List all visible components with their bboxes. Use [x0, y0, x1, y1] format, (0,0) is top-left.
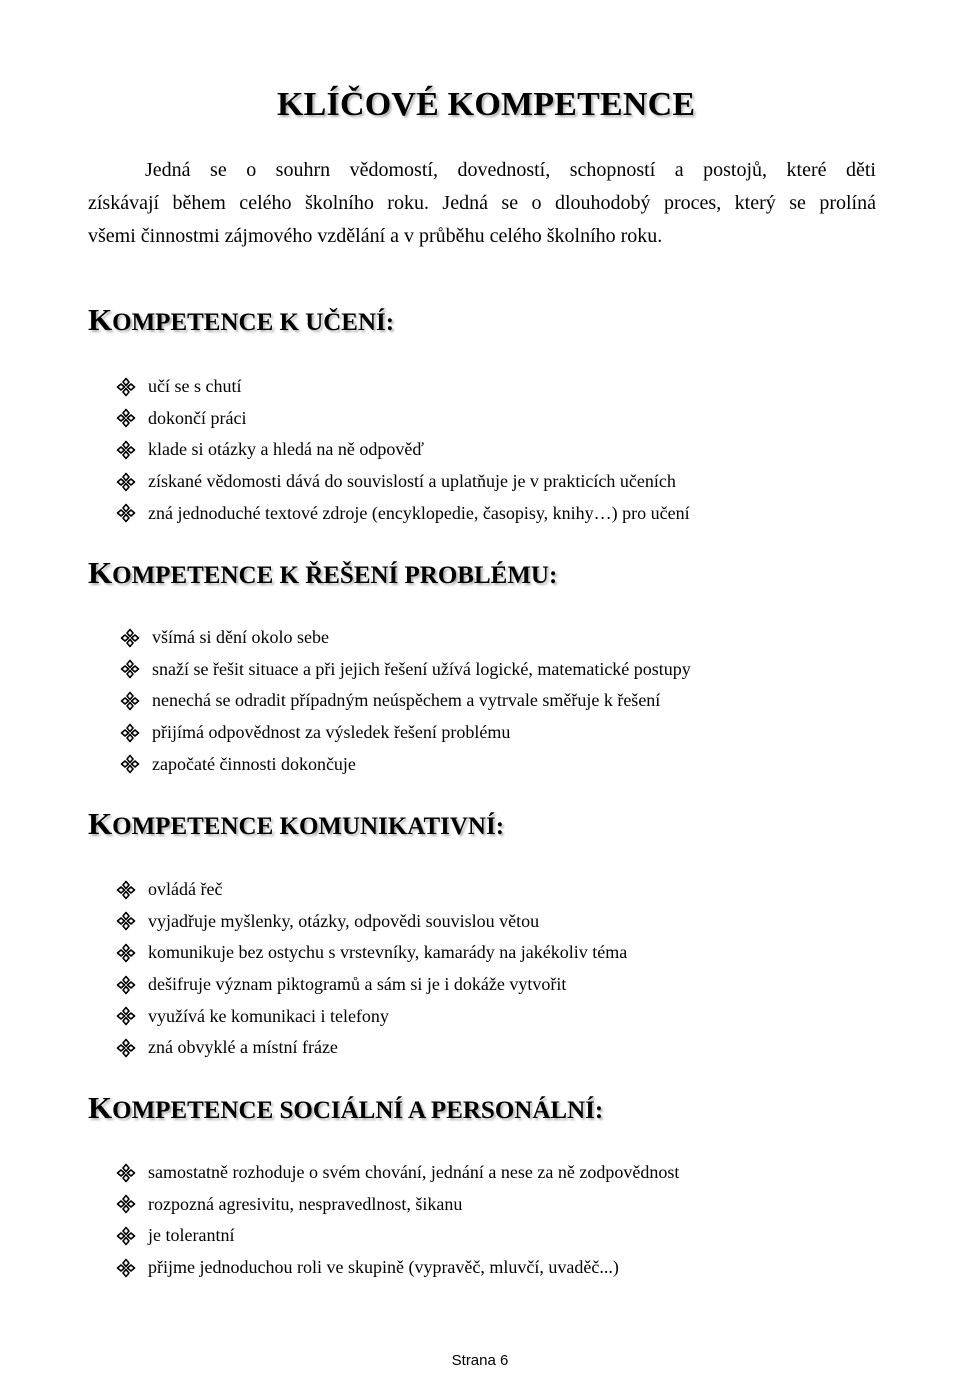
page-number: Strana 6 [451, 1352, 509, 1369]
section-heading: KOMPETENCE KOMUNIKATIVNÍ: [88, 806, 505, 841]
list-item: ovládá řeč [116, 874, 627, 906]
bullet-list [116, 371, 690, 529]
section-heading: KOMPETENCE SOCIÁLNÍ A PERSONÁLNÍ: [88, 1090, 604, 1125]
diamond-bullet-icon [116, 911, 136, 931]
list-item: klade si otázky a hledá na ně odpověď [116, 434, 690, 466]
diamond-bullet-icon [120, 691, 140, 711]
list-item: samostatně rozhoduje o svém chování, jednání a nese za ně zodpovědnost [116, 1157, 679, 1189]
list-item: využívá ke komunikaci i telefony [116, 1000, 627, 1032]
intro-line: Jedná se o souhrn vědomostí, dovedností, schopností a postojů, které děti [145, 159, 876, 181]
bullet-list [116, 874, 627, 1064]
diamond-bullet-icon [116, 503, 136, 523]
diamond-bullet-icon [116, 1258, 136, 1278]
list-item: dokončí práci [116, 403, 690, 435]
list-item: přijímá odpovědnost za výsledek řešení problému [120, 717, 691, 749]
list-item: započaté činnosti dokončuje [120, 748, 691, 780]
list-item: je tolerantní [116, 1220, 679, 1252]
page-title: KLÍČOVÉ KOMPETENCE [277, 86, 696, 123]
diamond-bullet-icon [116, 943, 136, 963]
list-item: všímá si dění okolo sebe [120, 622, 691, 654]
diamond-bullet-icon [120, 754, 140, 774]
diamond-bullet-icon [116, 408, 136, 428]
list-item: komunikuje bez ostychu s vrstevníky, kamarády na jakékoliv téma [116, 937, 627, 969]
diamond-bullet-icon [116, 1163, 136, 1183]
list-item: získané vědomosti dává do souvislostí a uplatňuje je v prakticích učeních [116, 466, 690, 498]
intro-paragraph [88, 154, 876, 253]
diamond-bullet-icon [120, 628, 140, 648]
list-item: učí se s chutí [116, 371, 690, 403]
bullet-list [120, 622, 691, 780]
diamond-bullet-icon [116, 440, 136, 460]
diamond-bullet-icon [120, 723, 140, 743]
diamond-bullet-icon [116, 472, 136, 492]
diamond-bullet-icon [116, 1038, 136, 1058]
diamond-bullet-icon [116, 1226, 136, 1246]
list-item: dešifruje význam piktogramů a sám si je i dokáže vytvořit [116, 969, 627, 1001]
diamond-bullet-icon [120, 659, 140, 679]
list-item: vyjadřuje myšlenky, otázky, odpovědi souvislou větou [116, 906, 627, 938]
list-item: zná jednoduché textové zdroje (encyklopedie, časopisy, knihy…) pro učení [116, 497, 690, 529]
bullet-list [116, 1157, 679, 1283]
section-heading: KOMPETENCE K ŘEŠENÍ PROBLÉMU: [88, 555, 558, 590]
diamond-bullet-icon [116, 377, 136, 397]
diamond-bullet-icon [116, 1006, 136, 1026]
list-item: nenechá se odradit případným neúspěchem a vytrvale směřuje k řešení [120, 685, 691, 717]
diamond-bullet-icon [116, 880, 136, 900]
list-item: snaží se řešit situace a při jejich řešení užívá logické, matematické postupy [120, 654, 691, 686]
list-item: přijme jednoduchou roli ve skupině (vypravěč, mluvčí, uvaděč...) [116, 1252, 679, 1284]
diamond-bullet-icon [116, 1194, 136, 1214]
section-heading: KOMPETENCE K UČENÍ: [88, 302, 395, 337]
intro-line: všemi činnostmi zájmového vzdělání a v průběhu celého školního roku. [88, 225, 663, 247]
list-item: rozpozná agresivitu, nespravedlnost, šikanu [116, 1189, 679, 1221]
list-item: zná obvyklé a místní fráze [116, 1032, 627, 1064]
intro-line: získávají během celého školního roku. Jedná se o dlouhodobý proces, který se prolíná [88, 192, 876, 214]
diamond-bullet-icon [116, 975, 136, 995]
